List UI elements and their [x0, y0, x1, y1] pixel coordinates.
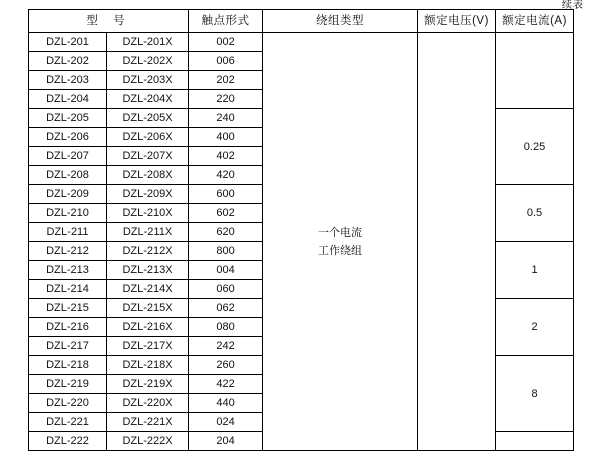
cell-contact-form: 242 — [189, 337, 263, 356]
cell-model-x: DZL-205X — [107, 109, 189, 128]
cell-contact-form: 006 — [189, 52, 263, 71]
cell-rated-current: 8 — [496, 356, 574, 432]
table-header — [29, 10, 574, 33]
cell-model-x: DZL-207X — [107, 147, 189, 166]
cell-contact-form: 260 — [189, 356, 263, 375]
cell-model: DZL-205 — [29, 109, 107, 128]
header-rated-current: 额定电流(A) — [496, 10, 574, 33]
cell-model-x: DZL-211X — [107, 223, 189, 242]
cell-contact-form: 602 — [189, 204, 263, 223]
cell-model: DZL-220 — [29, 394, 107, 413]
cell-model-x: DZL-218X — [107, 356, 189, 375]
continued-table-label: 续表 — [562, 0, 584, 11]
winding-line-2: 工作绕组 — [318, 244, 363, 257]
cell-rated-current: 0.5 — [496, 185, 574, 242]
cell-model-x: DZL-209X — [107, 185, 189, 204]
cell-model-x: DZL-213X — [107, 261, 189, 280]
cell-rated-current: 1 — [496, 242, 574, 299]
cell-rated-voltage — [418, 33, 496, 451]
cell-model: DZL-203 — [29, 71, 107, 90]
cell-contact-form: 024 — [189, 413, 263, 432]
cell-model: DZL-216 — [29, 318, 107, 337]
cell-winding-type — [263, 33, 418, 451]
cell-contact-form: 422 — [189, 375, 263, 394]
cell-contact-form: 220 — [189, 90, 263, 109]
header-rated-voltage: 额定电压(V) — [418, 10, 496, 33]
header-model — [29, 10, 189, 33]
cell-model: DZL-221 — [29, 413, 107, 432]
cell-model-x: DZL-222X — [107, 432, 189, 451]
cell-model-x: DZL-221X — [107, 413, 189, 432]
cell-model-x: DZL-219X — [107, 375, 189, 394]
cell-contact-form: 002 — [189, 33, 263, 52]
cell-model: DZL-222 — [29, 432, 107, 451]
table-body — [29, 33, 574, 451]
cell-model-x: DZL-216X — [107, 318, 189, 337]
header-winding-type: 绕组类型 — [263, 10, 418, 33]
cell-rated-current — [496, 432, 574, 451]
cell-model: DZL-206 — [29, 128, 107, 147]
cell-model: DZL-217 — [29, 337, 107, 356]
cell-contact-form: 062 — [189, 299, 263, 318]
cell-contact-form: 080 — [189, 318, 263, 337]
cell-model-x: DZL-214X — [107, 280, 189, 299]
cell-model: DZL-211 — [29, 223, 107, 242]
cell-contact-form: 202 — [189, 71, 263, 90]
cell-model: DZL-212 — [29, 242, 107, 261]
cell-rated-current — [496, 33, 574, 109]
cell-model: DZL-208 — [29, 166, 107, 185]
cell-model-x: DZL-204X — [107, 90, 189, 109]
cell-model-x: DZL-206X — [107, 128, 189, 147]
header-row — [29, 10, 574, 33]
cell-model: DZL-209 — [29, 185, 107, 204]
cell-model-x: DZL-217X — [107, 337, 189, 356]
cell-model-x: DZL-215X — [107, 299, 189, 318]
cell-model: DZL-204 — [29, 90, 107, 109]
cell-model-x: DZL-202X — [107, 52, 189, 71]
cell-contact-form: 440 — [189, 394, 263, 413]
cell-model: DZL-218 — [29, 356, 107, 375]
header-contact-form: 触点形式 — [189, 10, 263, 33]
cell-contact-form: 800 — [189, 242, 263, 261]
cell-model: DZL-214 — [29, 280, 107, 299]
cell-contact-form: 420 — [189, 166, 263, 185]
table-row — [29, 33, 574, 52]
cell-contact-form: 402 — [189, 147, 263, 166]
cell-model-x: DZL-208X — [107, 166, 189, 185]
cell-model-x: DZL-203X — [107, 71, 189, 90]
cell-model-x: DZL-210X — [107, 204, 189, 223]
cell-model: DZL-207 — [29, 147, 107, 166]
cell-contact-form: 400 — [189, 128, 263, 147]
cell-model: DZL-202 — [29, 52, 107, 71]
cell-model: DZL-201 — [29, 33, 107, 52]
cell-contact-form: 620 — [189, 223, 263, 242]
cell-model: DZL-215 — [29, 299, 107, 318]
cell-rated-current: 2 — [496, 299, 574, 356]
header-model-label: 型 号 — [86, 15, 131, 27]
cell-model-x: DZL-220X — [107, 394, 189, 413]
cell-contact-form: 240 — [189, 109, 263, 128]
cell-contact-form: 004 — [189, 261, 263, 280]
cell-model: DZL-213 — [29, 261, 107, 280]
winding-line-1: 一个电流 — [318, 226, 363, 239]
cell-rated-current: 0.25 — [496, 109, 574, 185]
cell-model: DZL-210 — [29, 204, 107, 223]
specification-table — [28, 9, 574, 451]
cell-contact-form: 060 — [189, 280, 263, 299]
cell-model: DZL-219 — [29, 375, 107, 394]
cell-contact-form: 204 — [189, 432, 263, 451]
cell-model-x: DZL-212X — [107, 242, 189, 261]
cell-model-x: DZL-201X — [107, 33, 189, 52]
cell-contact-form: 600 — [189, 185, 263, 204]
